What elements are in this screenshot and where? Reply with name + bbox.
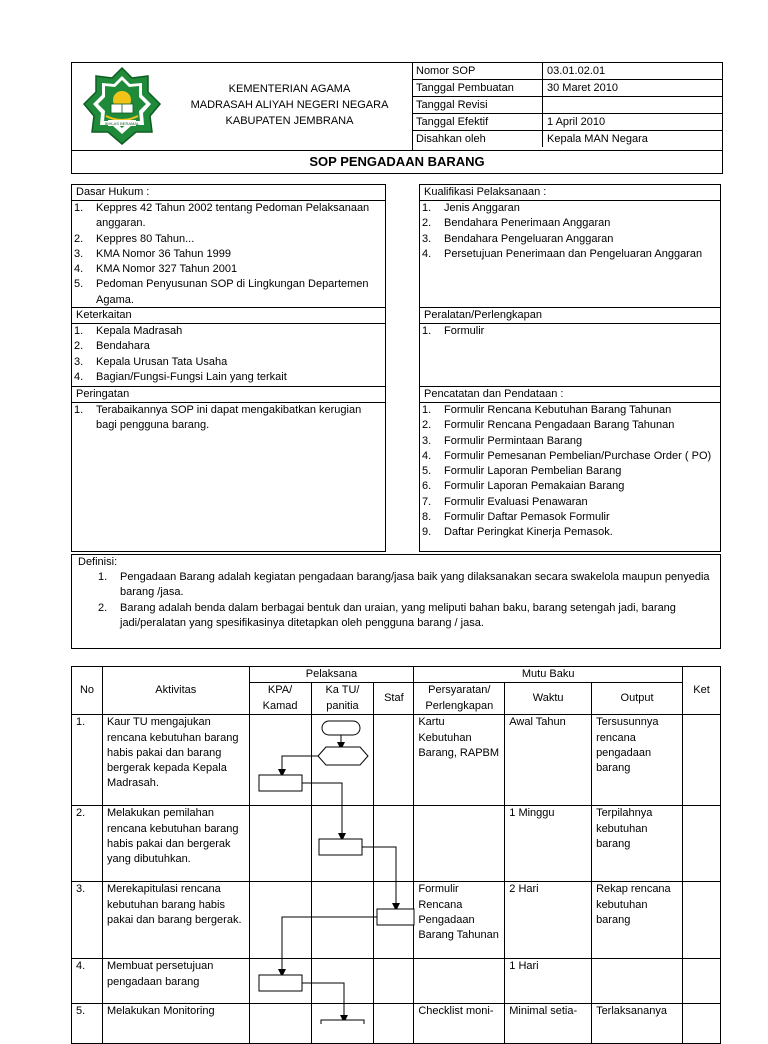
list-item-text: Daftar Peringkat Kinerja Pemasok. [444,526,613,539]
list-item: 1. Keppres 42 Tahun 2002 tentang Pedoman Pelaksanaan anggaran. [74,202,370,230]
list-item: 2. Bendahara Penerimaan Anggaran [422,217,611,230]
row-waktu: 2 Hari [505,882,592,959]
header-waktu: Waktu [505,683,592,715]
list-item: 1. Formulir Rencana Kebutuhan Barang Tahunan [422,404,672,416]
list-item-text: Formulir Laporan Pembelian Barang [444,465,622,478]
meta-value: 03.01.02.01 [543,63,723,80]
list-item-text: Bendahara Penerimaan Anggaran [444,217,611,230]
kualifikasi-title: Kualifikasi Pelaksanaan : [420,185,720,201]
list-item-text: Formulir Permintaan Barang [444,434,583,447]
keterkaitan-title: Keterkaitan [72,308,385,324]
list-item-text: Formulir Pemesanan Pembelian/Purchase Order ( PO) [444,449,712,462]
flow-start-terminator [322,721,360,735]
flow-arrow [362,847,396,907]
row-waktu: 1 Minggu [505,806,592,882]
row-no: 5. [72,1004,103,1044]
list-item: 7. Formulir Evaluasi Penawaran [422,495,588,508]
list-item-text: Persetujuan Penerimaan dan Pengeluaran Anggaran [444,247,703,260]
meta-label: Disahkan oleh [412,131,543,148]
list-item: 4. Bagian/Fungsi-Fungsi Lain yang terkait [74,370,287,383]
list-item: 2. Formulir Rencana Pengadaan Barang Tahunan [422,419,675,432]
row-output: Rekap rencana kebutuhan barang [592,882,683,959]
header-katu: Ka TU/ panitia [311,683,374,715]
peringatan-title: Peringatan [72,387,385,403]
list-item-text: Formulir Rencana Kebutuhan Barang Tahunan [444,404,672,416]
meta-label: Nomor SOP [412,63,543,80]
row-no: 2. [72,806,103,882]
row-no: 4. [72,959,103,1004]
list-item: 3. Formulir Permintaan Barang [422,434,583,447]
list-item-text: Formulir Daftar Pemasok Formulir [444,511,610,524]
flow-arrow [302,983,344,1019]
pencatatan-title: Pencatatan dan Pendataan : [420,387,720,403]
flow-process-box [319,839,362,855]
flow-arrow [282,756,318,773]
row-aktivitas: Membuat persetujuan pengadaan barang [102,959,249,1004]
list-item: 1. Kepala Madrasah [74,325,183,337]
list-item: 5. Formulir Laporan Pembelian Barang [422,465,622,478]
org-line-ministry: KEMENTERIAN AGAMA [228,83,351,95]
list-item: 9. Daftar Peringkat Kinerja Pemasok. [422,526,613,539]
list-item: 3. Kepala Urusan Tata Usaha [74,355,228,368]
peralatan-title: Peralatan/Perlengkapan [420,308,720,324]
logo-motto-text: IKHLAS BERAMAL [104,121,140,126]
list-item-text: KMA Nomor 327 Tahun 2001 [96,263,238,276]
row-persyaratan: Formulir Rencana Pengadaan Barang Tahunan [414,882,505,959]
list-item: 1. Jenis Anggaran [422,202,520,214]
header-kpa: KPA/ Kamad [249,683,311,715]
row-persyaratan: Checklist moni- [414,1004,505,1044]
list-item: 6. Formulir Laporan Pemakaian Barang [422,480,625,493]
list-item: 3. Bendahara Pengeluaran Anggaran [422,232,614,245]
list-item-text: Formulir Rencana Pengadaan Barang Tahunan [444,419,675,432]
flow-process-box [321,1020,364,1024]
header-no: No [72,667,103,715]
list-item: 1. Pengadaan Barang adalah kegiatan pengadaan barang/jasa baik yang dilaksanakan secara swakelola maupun penyedia barang /jasa. [98,571,710,599]
list-item: 1. Formulir [422,325,485,337]
list-item-text: Kepala Urusan Tata Usaha [96,355,228,368]
definisi-title: Definisi: [78,556,118,568]
list-item-text: Bagian/Fungsi-Fungsi Lain yang terkait [96,370,287,383]
row-aktivitas: Melakukan pemilahan rencana kebutuhan barang habis pakai dan bergerak yang dibutuhkan. [102,806,249,882]
row-output: Terlaksananya [592,1004,683,1044]
list-item: 4. KMA Nomor 327 Tahun 2001 [74,263,238,276]
org-line-regency: KABUPATEN JEMBRANA [225,115,354,127]
meta-value: 1 April 2010 [543,114,723,131]
header-persyaratan: Persyaratan/ Perlengkapan [414,683,505,715]
row-waktu: Minimal setia- [505,1004,592,1044]
document-title: SOP PENGADAAN BARANG [72,150,722,173]
list-item-text: Formulir Laporan Pemakaian Barang [444,480,625,493]
list-item-text: Pengadaan Barang adalah kegiatan pengadaan barang/jasa baik yang dilaksanakan secara swakelola maupun penyedia barang /jasa. [120,571,710,599]
header-pelaksana: Pelaksana [249,667,414,683]
list-item: 1. Terabaikannya SOP ini dapat mengakibatkan kerugian bagi pengguna barang. [74,404,362,432]
dasar-hukum-title: Dasar Hukum : [72,185,385,201]
list-item-text: Formulir Evaluasi Penawaran [444,495,588,508]
meta-value: Kepala MAN Negara [543,131,723,148]
row-aktivitas: Melakukan Monitoring [102,1004,249,1044]
header-staf: Staf [374,683,414,715]
row-aktivitas: Kaur TU mengajukan rencana kebutuhan barang habis pakai dan barang bergerak kepada Kepala Madrasah. [102,715,249,806]
row-no: 3. [72,882,103,959]
list-item: 3. KMA Nomor 36 Tahun 1999 [74,247,231,260]
list-item-text: Keppres 80 Tahun... [96,232,195,245]
list-item-text: Jenis Anggaran [444,202,520,214]
list-item-text: Keppres 42 Tahun 2002 tentang Pedoman Pelaksanaan anggaran. [96,202,370,230]
list-item-text: Barang adalah benda dalam berbagai bentuk dan uraian, yang meliputi bahan baku, barang setengah jadi, barang jadi/peralatan yang spesifikasinya ditetapkan oleh pengguna barang / jasa. [120,601,676,629]
meta-label: Tanggal Efektif [412,114,543,131]
flow-preparation-shape [318,747,368,765]
row-output: Tersusunnya rencana pengadaan barang [592,715,683,806]
list-item-text: Terabaikannya SOP ini dapat mengakibatkan kerugian bagi pengguna barang. [96,404,362,432]
flow-process-box [259,975,302,991]
list-item: 2. Bendahara [74,340,150,353]
flow-process-box [259,775,302,791]
flow-arrow [282,917,377,973]
row-no: 1. [72,715,103,806]
flow-arrow [302,783,342,837]
list-item: 2. Keppres 80 Tahun... [74,232,195,245]
list-item-text: Pedoman Penyusunan SOP di Lingkungan Departemen Agama. [96,278,369,306]
flow-process-box [377,909,414,925]
list-item: 4. Formulir Pemesanan Pembelian/Purchase Order ( PO) [422,449,712,462]
list-item: 5. Pedoman Penyusunan SOP di Lingkungan Departemen Agama. [74,278,369,306]
list-item-text: Formulir [444,325,485,337]
row-persyaratan: Kartu Kebutuhan Barang, RAPBM [414,715,505,806]
org-line-school: MADRASAH ALIYAH NEGERI NEGARA [190,99,389,111]
header-aktivitas: Aktivitas [102,667,249,715]
meta-label: Tanggal Pembuatan [412,80,543,97]
list-item: 2. Barang adalah benda dalam berbagai bentuk dan uraian, yang meliputi bahan baku, barang setengah jadi, barang jadi/peralatan yang spesifikasinya ditetapkan oleh pengguna barang / jasa. [98,601,676,629]
meta-value: 30 Maret 2010 [543,80,723,97]
row-waktu: 1 Hari [505,959,592,1004]
list-item-text: Kepala Madrasah [96,325,183,337]
header-mutu-baku: Mutu Baku [414,667,683,683]
header-output: Output [592,683,683,715]
list-item-text: KMA Nomor 36 Tahun 1999 [96,247,231,260]
list-item-text: Bendahara Pengeluaran Anggaran [444,232,614,245]
header-ket: Ket [683,667,721,715]
row-waktu: Awal Tahun [505,715,592,806]
row-aktivitas: Merekapitulasi rencana kebutuhan barang habis pakai dan barang bergerak. [102,882,249,959]
meta-label: Tanggal Revisi [412,97,543,114]
list-item: 4. Persetujuan Penerimaan dan Pengeluaran Anggaran [422,247,703,260]
row-output: Terpilahnya kebutuhan barang [592,806,683,882]
list-item: 8. Formulir Daftar Pemasok Formulir [422,511,610,524]
list-item-text: Bendahara [96,340,150,353]
